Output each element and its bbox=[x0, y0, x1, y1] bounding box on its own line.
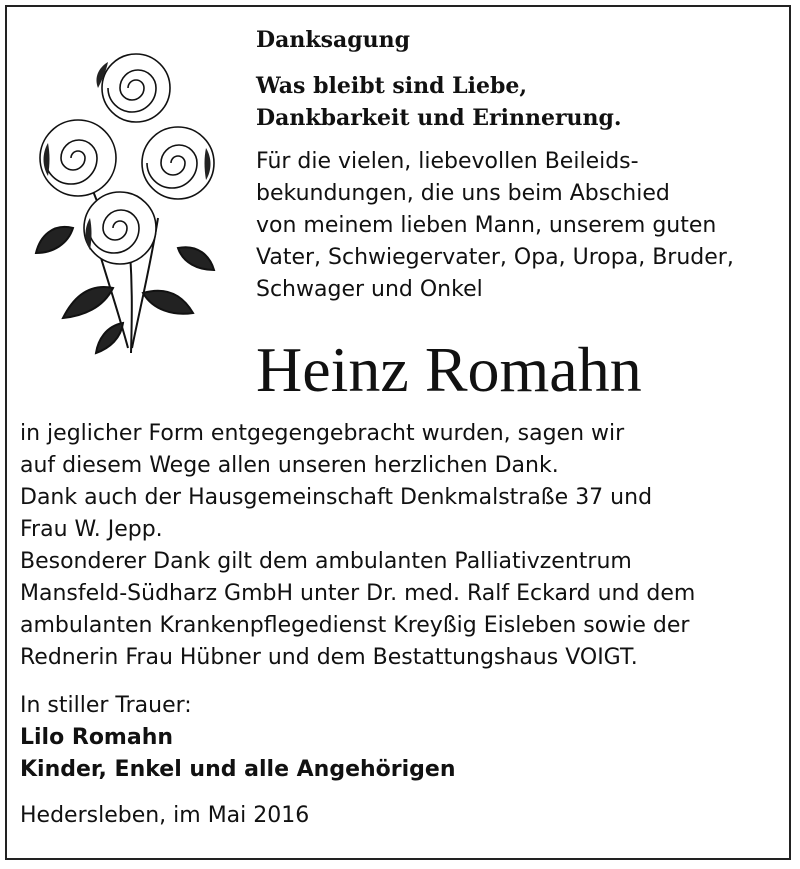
intro-text bbox=[256, 146, 776, 306]
intro-line: bekundungen, die uns beim Abschied bbox=[256, 181, 670, 206]
body-line: Mansfeld-Südharz GmbH unter Dr. med. Ralf Eckard und dem bbox=[20, 581, 696, 606]
body-line: Frau W. Jepp. bbox=[20, 517, 163, 542]
intro-line: Schwager und Onkel bbox=[256, 277, 483, 302]
place-date: Hedersleben, im Mai 2016 bbox=[20, 803, 310, 828]
notice-body bbox=[20, 418, 790, 832]
body-line: Dank auch der Hausgemeinschaft Denkmalstraße 37 und bbox=[20, 485, 653, 510]
signature-intro: In stiller Trauer: bbox=[20, 693, 192, 718]
body-line: Rednerin Frau Hübner und dem Bestattungshaus VOIGT. bbox=[20, 645, 638, 670]
body-line: in jeglicher Form entgegengebracht wurden, sagen wir bbox=[20, 421, 625, 446]
motto-line: Dankbarkeit und Erinnerung. bbox=[256, 105, 622, 131]
body-line: ambulanten Krankenpflegedienst Kreyßig Eisleben sowie der bbox=[20, 613, 690, 638]
intro-line: von meinem lieben Mann, unserem guten bbox=[256, 213, 717, 238]
intro-line: Für die vielen, liebevollen Beileids- bbox=[256, 149, 639, 174]
body-line: Besonderer Dank gilt dem ambulanten Palliativzentrum bbox=[20, 549, 632, 574]
deceased-name: Heinz Romahn bbox=[256, 334, 642, 405]
body-line: auf diesem Wege allen unseren herzlichen Dank. bbox=[20, 453, 559, 478]
intro-line: Vater, Schwiegervater, Opa, Uropa, Bruder, bbox=[256, 245, 734, 270]
header-block bbox=[256, 24, 776, 306]
signature-family: Kinder, Enkel und alle Angehörigen bbox=[20, 757, 456, 782]
motto-line: Was bleibt sind Liebe, bbox=[256, 73, 528, 99]
rose-bouquet-illustration bbox=[28, 48, 218, 358]
signature-name: Lilo Romahn bbox=[20, 725, 174, 750]
notice-title: Danksagung bbox=[256, 27, 410, 53]
